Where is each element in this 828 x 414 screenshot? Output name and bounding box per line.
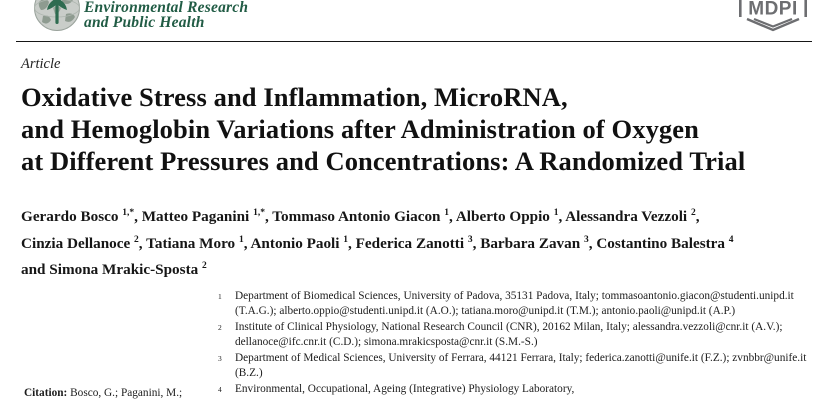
journal-name bbox=[84, 0, 248, 30]
author: Barbara Zavan $^3$, bbox=[480, 234, 597, 252]
affiliation-text: Institute of Clinical Physiology, National Research Council (CNR), 20162 Milan, Italy; alessandra.vezzoli@cnr.it (A.V.); dellanoce@ifc.cnr.it (C.D.); simona.mrakicsposta@cnr.it (S.M.-S.) bbox=[235, 320, 783, 349]
citation-label: Citation: bbox=[24, 387, 68, 399]
affiliation-number: 1 bbox=[218, 292, 222, 301]
author: Tommaso Antonio Giacon $^1$, bbox=[272, 208, 456, 226]
affiliation-number: 4 bbox=[218, 384, 222, 394]
author: Alessandra Vezzoli $^2$, bbox=[565, 208, 700, 226]
journal-globe-logo-icon bbox=[33, 0, 81, 32]
journal-name-line1: Environmental Research bbox=[84, 0, 249, 16]
title-line-2: and Hemoglobin Variations after Administration of Oxygen bbox=[21, 114, 699, 144]
citation-text: Bosco, G.; Paganini, M.; bbox=[67, 387, 183, 399]
author: Cinzia Dellanoce $^2$, bbox=[21, 234, 147, 252]
affiliation-text: Environmental, Occupational, Ageing (Integrative) Physiology Laboratory, bbox=[235, 382, 575, 395]
affiliation-item bbox=[218, 289, 814, 320]
affiliation-item bbox=[218, 351, 814, 382]
author: Costantino Balestra $^4$ bbox=[596, 234, 734, 252]
author-list bbox=[21, 202, 812, 282]
affiliation-number: 3 bbox=[218, 353, 222, 363]
mdpi-logo-text: MDPI bbox=[748, 0, 798, 20]
author: Gerardo Bosco $^{1,*}$, bbox=[21, 208, 142, 226]
affiliation-item bbox=[218, 382, 814, 402]
author: Tatiana Moro $^1$, bbox=[146, 234, 251, 252]
affiliation-item bbox=[218, 320, 814, 351]
affiliation-text: Department of Biomedical Sciences, University of Padova, 35131 Padova, Italy; tommasoantonio.giacon@studenti.unipd.it (T.A.G.); alberto.oppio@studenti.unipd.it (A.O.); tatiana.moro@unipd.it (T.M.); antonio.paoli@unipd.it (A.P.) bbox=[235, 290, 794, 318]
paper-title bbox=[21, 81, 821, 177]
journal-name-line2: and Public Health bbox=[84, 14, 205, 31]
affiliation-text: Department of Medical Sciences, University of Ferrara, 44121 Ferrara, Italy; federica.zanotti@unife.it (F.Z.); zvnbbr@unife.it (B.Z.) bbox=[235, 351, 807, 380]
title-line-1: Oxidative Stress and Inflammation, MicroRNA, bbox=[21, 82, 568, 112]
header-divider bbox=[16, 41, 812, 42]
author: Alberto Oppio $^1$, bbox=[455, 208, 566, 226]
affiliation-number: 2 bbox=[218, 322, 222, 332]
author: and Simona Mrakic-Sposta $^2$ bbox=[21, 261, 207, 279]
author: Federica Zanotti $^3$, bbox=[355, 234, 481, 252]
article-type-label: Article bbox=[21, 56, 61, 72]
affiliation-list bbox=[218, 289, 814, 402]
mdpi-logo-icon bbox=[728, 0, 818, 32]
author: Matteo Paganini $^{1,*}$, bbox=[141, 208, 273, 226]
author: Antonio Paoli $^1$, bbox=[250, 234, 356, 252]
title-line-3: at Different Pressures and Concentrations: A Randomized Trial bbox=[21, 146, 746, 176]
citation-note bbox=[24, 386, 202, 401]
